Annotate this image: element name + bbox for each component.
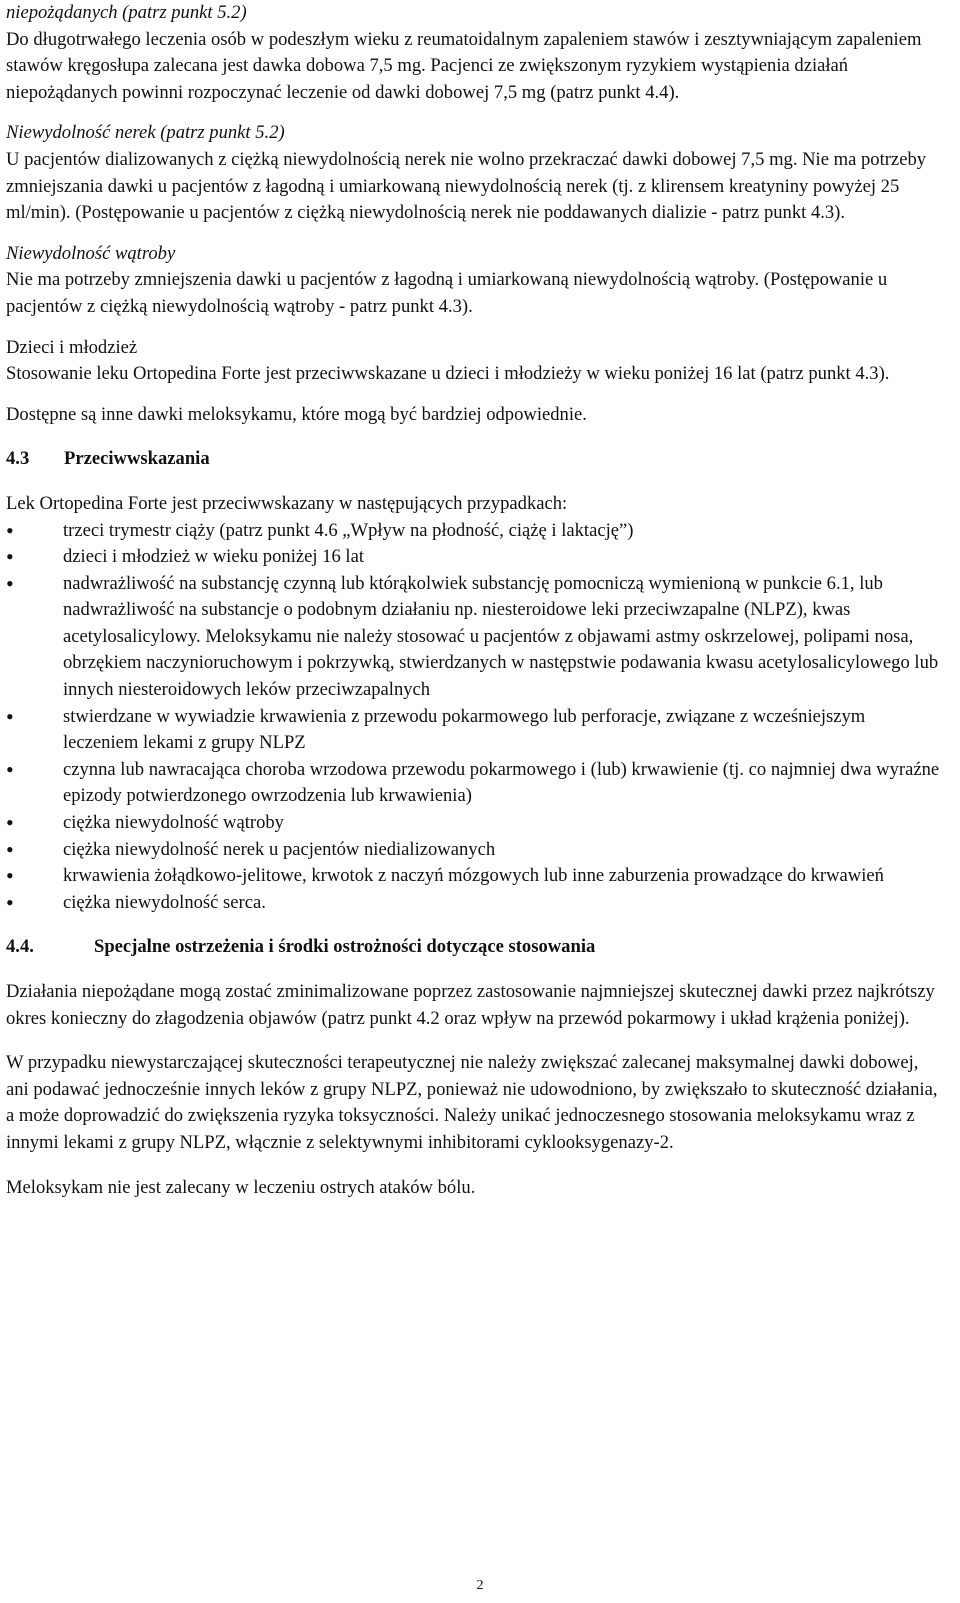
intro-continuation: niepożądanych (patrz punkt 5.2): [6, 2, 247, 23]
children-paragraph: Stosowanie leku Ortopedina Forte jest przeciwwskazane u dzieci i młodzieży w wieku poniżej 16 lat (patrz punkt 4.3).: [6, 363, 890, 385]
page-number: 2: [476, 1578, 484, 1593]
section-4-4-title: Specjalne ostrzeżenia i środki ostrożności dotyczące stosowania: [94, 936, 596, 958]
liver-heading: Niewydolność wątroby: [6, 242, 176, 264]
list-item: • ciężka niewydolność serca.: [6, 890, 944, 917]
document-page: [6, 0, 944, 1201]
warnings-paragraph-2: W przypadku niewystarczającej skuteczności terapeutycznej nie należy zwiększać zalecanej maksymalnej dawki dobowej, ani podawać jednocześnie innych leków z grupy NLPZ, ponieważ nie udowodniono, by zwiększało to skuteczność działania, a może doprowadzić do zwiększenia ryzyka toksyczności. Należy unikać jednoczesnego stosowania meloksykamu wraz z innymi lekami z grupy NLPZ, włącznie z selektywnymi inhibitorami cyklooksygenazy-2.: [6, 1052, 938, 1153]
kidney-heading: Niewydolność nerek (patrz punkt 5.2): [6, 122, 285, 144]
section-4-4-heading: [6, 934, 944, 961]
intro-paragraph: Do długotrwałego leczenia osób w podeszłym wieku z reumatoidalnym zapaleniem stawów i zesztywniającym zapaleniem stawów kręgosłupa zalecana jest dawka dobowa 7,5 mg. Pacjenci ze zwiększonym ryzykiem wystąpienia działań niepożądanych powinni rozpoczynać leczenie od dawki dobowej 7,5 mg (patrz punkt 4.4).: [6, 28, 922, 103]
contraindications-list: [6, 518, 944, 917]
list-item: • trzeci trymestr ciąży (patrz punkt 4.6 „Wpływ na płodność, ciążę i laktację”): [6, 518, 944, 545]
list-item: • stwierdzane w wywiadzie krwawienia z przewodu pokarmowego lub perforacje, związane z wcześniejszym leczeniem lekami z grupy NLPZ: [6, 704, 944, 757]
other-doses-paragraph: Dostępne są inne dawki meloksykamu, które mogą być bardziej odpowiednie.: [6, 403, 587, 425]
section-4-3-number: 4.3: [6, 448, 30, 470]
kidney-paragraph: U pacjentów dializowanych z ciężką niewydolnością nerek nie wolno przekraczać dawki dobowej 7,5 mg. Nie ma potrzeby zmniejszania dawki u pacjentów z łagodną i umiarkowaną niewydolnością nerek (tj. z klirensem kreatyniny powyżej 25 ml/min). (Postępowanie u pacjentów z ciężką niewydolnością nerek nie poddawanych dializie - patrz punkt 4.3).: [6, 148, 927, 224]
children-heading: Dzieci i młodzież: [6, 336, 138, 358]
list-item: • ciężka niewydolność nerek u pacjentów niedializowanych: [6, 837, 944, 864]
list-item: • krwawienia żołądkowo-jelitowe, krwotok z naczyń mózgowych lub inne zaburzenia prowadzące do krwawień: [6, 863, 944, 890]
list-item: • czynna lub nawracająca choroba wrzodowa przewodu pokarmowego i (lub) krwawienie (tj. co najmniej dwa wyraźne epizody potwierdzonego owrzodzenia lub krwawienia): [6, 757, 944, 810]
list-item: • nadwrażliwość na substancję czynną lub którąkolwiek substancję pomocniczą wymienioną w punkcie 6.1, lub nadwrażliwość na substancje o podobnym działaniu np. niesteroidowe leki przeciwzapalne (NLPZ), kwas acetylosalicylowy. Meloksykamu nie należy stosować u pacjentów z objawami astmy oskrzelowej, polipami nosa, obrzękiem naczynioruchowym i pokrzywką, stwierdzanych w następstwie podawania kwasu acetylosalicylowego lub innych niesteroidowych leków przeciwzapalnych: [6, 571, 944, 704]
warnings-paragraph-3: Meloksykam nie jest zalecany w leczeniu ostrych ataków bólu.: [6, 1176, 476, 1198]
section-4-3-heading: [6, 446, 944, 473]
section-4-3-title: Przeciwwskazania: [64, 448, 210, 470]
contraindications-lead: Lek Ortopedina Forte jest przeciwwskazany w następujących przypadkach:: [6, 492, 568, 514]
warnings-paragraph-1: Działania niepożądane mogą zostać zminimalizowane poprzez zastosowanie najmniejszej skutecznej dawki przez najkrótszy okres konieczny do złagodzenia objawów (patrz punkt 4.2 oraz wpływ na przewód pokarmowy i układ krążenia poniżej).: [6, 981, 935, 1029]
list-item: • ciężka niewydolność wątroby: [6, 810, 944, 837]
section-4-4-number: 4.4.: [6, 936, 34, 958]
list-item: • dzieci i młodzież w wieku poniżej 16 lat: [6, 544, 944, 571]
liver-paragraph: Nie ma potrzeby zmniejszenia dawki u pacjentów z łagodną i umiarkowaną niewydolnością wątroby. (Postępowanie u pacjentów z ciężką niewydolnością wątroby - patrz punkt 4.3).: [6, 269, 888, 317]
